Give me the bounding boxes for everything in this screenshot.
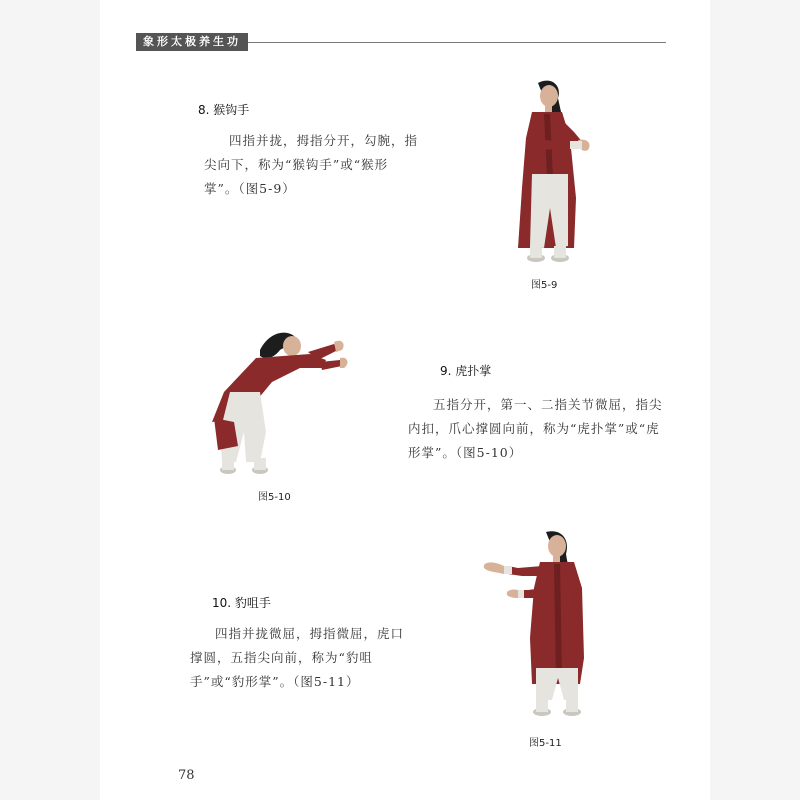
figure-caption-5-11: 图5-11 (529, 738, 562, 749)
figure-5-9-photo (500, 78, 610, 270)
header-rule (248, 42, 666, 43)
figure-5-9-person (518, 81, 590, 262)
page-number: 78 (178, 768, 195, 783)
figure-caption-5-9: 图5-9 (531, 280, 558, 291)
section-heading-9: 9. 虎扑掌 (440, 364, 492, 378)
figure-5-10-person (212, 333, 347, 474)
section-heading-8: 8. 猴钩手 (198, 103, 250, 117)
section-body-8: 四指并拢，拇指分开，勾腕，指尖向下，称为“猴钩手”或“猴形掌”。（图5-9） (204, 133, 419, 196)
running-header: 象形太极养生功 (136, 33, 248, 51)
figure-5-11-photo (478, 528, 598, 724)
section-body-10: 四指并拢微屈，拇指微屈，虎口撑圆，五指尖向前，称为“豹咀手”或“豹形掌”。（图5-11） (190, 626, 405, 689)
figure-5-10-photo (200, 322, 360, 482)
section-heading-10: 10. 豹咀手 (212, 596, 271, 610)
section-body-9: 五指分开，第一、二指关节微屈，指尖内扣，爪心撑圆向前，称为“虎扑掌”或“虎形掌”。（图5-10） (408, 397, 663, 460)
figure-caption-5-10: 图5-10 (258, 492, 291, 503)
figure-5-11-person (484, 531, 584, 716)
